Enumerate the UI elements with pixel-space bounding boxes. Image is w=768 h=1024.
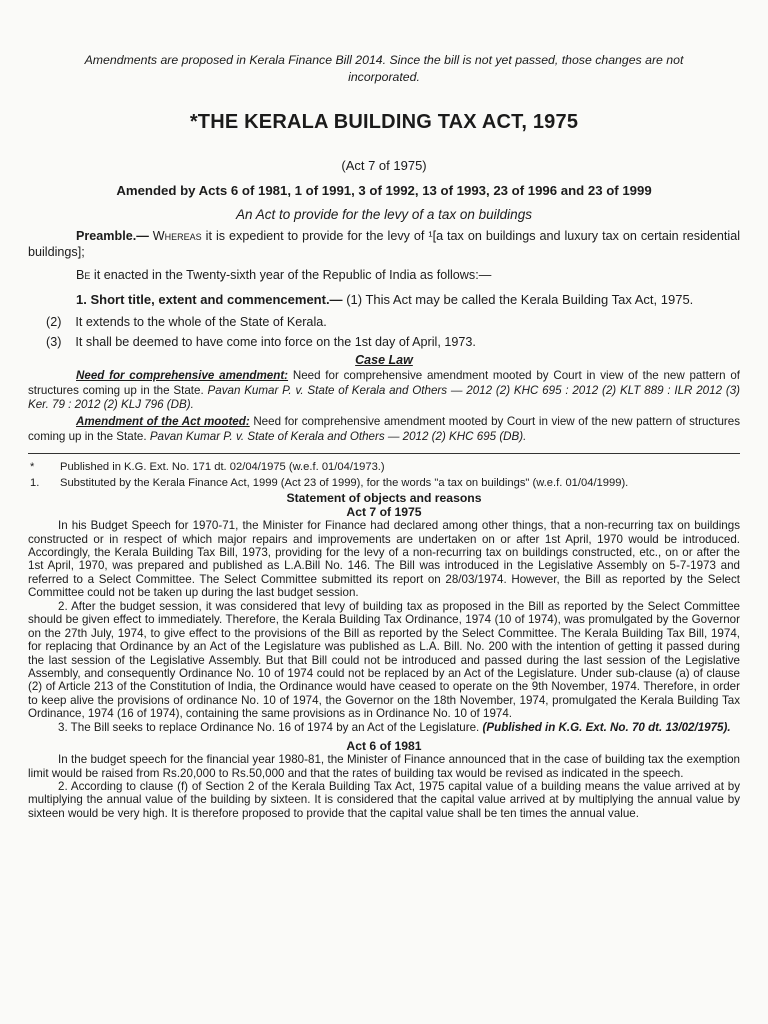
case-law-citation: Pavan Kumar P. v. State of Kerala and Others — 2012 (2) KHC 695 (DB). (149, 429, 527, 443)
subsection-2 (46, 315, 740, 329)
case-law-label: Need for comprehensive amendment: (76, 369, 289, 383)
footnote-text: Substituted by the Kerala Finance Act, 1999 (Act 23 of 1999), for the words "a tax on buildings" (w.e.f. 01/04/1999). (60, 477, 629, 490)
act-6-heading: Act 6 of 1981 (346, 739, 422, 754)
section-1-heading: 1. Short title, extent and commencement.— (76, 291, 343, 307)
case-law-item (28, 415, 740, 444)
case-law-citation: Pavan Kumar P. v. State of Kerala and Others — 2012 (2) KHC 695 : 2012 (2) KLT 889 : ILR 2012 (3) Ker. 79 : 2012 (2) KLJ 796 (DB). (28, 383, 740, 412)
case-law-label: Amendment of the Act mooted: (76, 415, 250, 429)
preamble-label: Preamble.— (76, 229, 149, 244)
subsection-number: (2) (46, 315, 62, 330)
subsection-text: It extends to the whole of the State of Kerala. (75, 315, 327, 330)
preamble-text: it is expedient to provide for the levy of ¹[a tax on buildings and luxury tax on certain residential buildings]; (28, 229, 741, 260)
statement-paragraph: 2. After the budget session, it was considered that levy of building tax as proposed in the Bill as reported by the Select Committee should be given effect to immediately. Therefore, the Kerala Building Tax Ordinance, 1974 (10 of 1974), was promulgated by the Governor on the 27th July, 1974, to give effect to the provisions of the Bill as reported by the Select Committee. The Kerala Building Tax Bill, 1974, for replacing that Ordinance by an Act of the Legislature was published as L.A. Bill. No. 200 with the intention of getting it passed during the last session of the Legislative Assembly. But that Bill could not be introduced and passed during the last session of the Legislative Assembly, and consequently Ordinance No. 10 of 1974 could not be replaced by an Act of the Legislature. Under sub-clause (a) of clause (2) of Article 213 of the Constitution of India, the Ordinance would have ceased to operate on the 9th November, 1974. Therefore, in order to keep alive the provisions of ordinance No. 10 of 1974, the Governor on the 18th November, 1974, promulgated the Kerala Building Tax Ordinance, 1974 (16 of 1974), containing the same provisions as in Ordinance No. 10 of 1974. (28, 599, 740, 721)
footnote-mark: 1. (30, 477, 40, 490)
act-number: (Act 7 of 1975) (341, 158, 427, 174)
section-1 (28, 292, 740, 309)
subsection-3 (46, 335, 740, 349)
act-7-heading: Act 7 of 1975 (346, 505, 422, 520)
publication-note: (Published in K.G. Ext. No. 70 dt. 13/02/1975). (482, 720, 731, 734)
statement-paragraph: 2. According to clause (f) of Section 2 of the Kerala Building Tax Act, 1975 capital value of a building means the value arrived at by multiplying the annual value of the building by sixteen. It is considered that the capital value arrived at by multiplying the annual value by sixteen would be very high. It is therefore proposed to provide that the capital value shall be ten times the annual value. (28, 780, 740, 820)
case-law-item (28, 369, 740, 412)
preamble-whereas: Whereas (152, 229, 202, 244)
section-1-text: (1) This Act may be called the Kerala Building Tax Act, 1975. (346, 291, 694, 307)
enacting-clause (28, 267, 740, 283)
subsection-number: (3) (46, 335, 62, 350)
subsection-text: It shall be deemed to have come into force on the 1st day of April, 1973. (75, 335, 476, 350)
amended-by: Amended by Acts 6 of 1981, 1 of 1991, 3 of 1992, 13 of 1993, 23 of 1996 and 23 of 1999 (116, 183, 652, 199)
statement-heading: Statement of objects and reasons (286, 491, 482, 506)
enacting-text: it enacted in the Twenty-sixth year of the Republic of India as follows:— (93, 267, 492, 282)
enacting-be: Be (76, 267, 91, 282)
footnote-text: Published in K.G. Ext. No. 171 dt. 02/04/1975 (w.e.f. 01/04/1973.) (60, 461, 385, 474)
footnote (30, 476, 740, 490)
long-title: An Act to provide for the levy of a tax on buildings (236, 207, 532, 223)
case-law-text: Need for comprehensive amendment mooted by Court in view of the new pattern of structures coming up in the State. (28, 369, 740, 397)
statement-paragraph (28, 721, 740, 734)
case-law-text: Need for comprehensive amendment mooted by Court in view of the new pattern of structures coming up in the State. (28, 415, 740, 443)
statement-paragraph: In the budget speech for the financial year 1980-81, the Minister of Finance announced that in the case of building tax the exemption limit would be raised from Rs.20,000 to Rs.50,000 and that the rates of building tax would be revised as indicated in the speech. (28, 753, 740, 780)
footnote-mark: * (30, 461, 35, 474)
preamble (28, 228, 740, 260)
case-law-heading: Case Law (355, 353, 413, 368)
amendment-note: Amendments are proposed in Kerala Finance Bill 2014. Since the bill is not yet passed, those changes are not incorporated. (84, 53, 684, 84)
statement-paragraph: In his Budget Speech for 1970-71, the Minister for Finance had declared among other things, that a non-recurring tax on buildings constructed or in respect of which major repairs and improvements are undertaken on or after 1st April, 1970 would be introduced. Accordingly, the Kerala Building Tax Bill, 1973, providing for the levy of a non-recurring tax on buildings constructed, etc., on or after the 1st April, 1970, was prepared and published as L.A.Bill No. 146. The Bill was introduced in the Legislative Assembly on 5-7-1973 and referred to a Select Committee. The Select Committee submitted its report on 28/03/1974. However, the Bill as reported by the Select Committee could not be taken up during the last budget session. (28, 519, 740, 600)
footnote-divider (28, 453, 740, 454)
footnote (30, 460, 740, 474)
statement-text: 3. The Bill seeks to replace Ordinance No. 16 of 1974 by an Act of the Legislature. (58, 720, 480, 734)
act-title: *THE KERALA BUILDING TAX ACT, 1975 (189, 111, 579, 134)
